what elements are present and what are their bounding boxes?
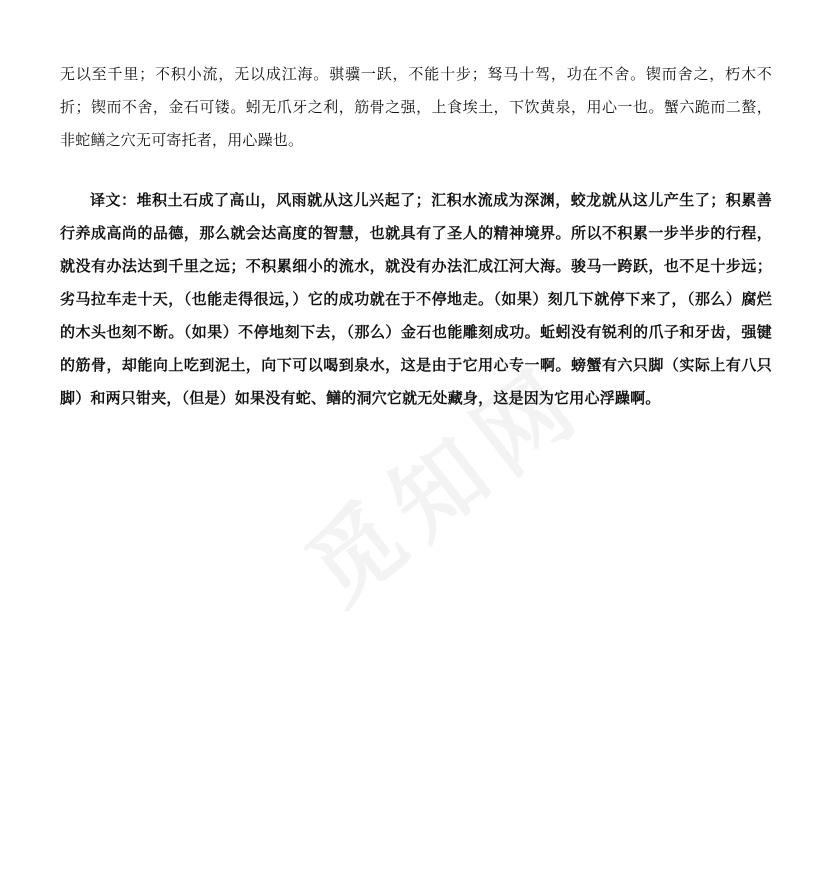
original-text-paragraph: 无以至千里；不积小流，无以成江海。骐骥一跃，不能十步；驽马十驾，功在不舍。锲而舍之，朽木不折；锲而不舍，金石可镂。蚓无爪牙之利，筋骨之强，上食埃土，下饮黄泉，用心一也。蟹六跪而二螯，非蛇鳝之穴无可寄托者，用心躁也。 — [60, 65, 772, 149]
translation-paragraph: 译文：堆积土石成了高山，风雨就从这儿兴起了；汇积水流成为深渊，蛟龙就从这儿产生了；积累善行养成高尚的品德，那么就会达高度的智慧，也就具有了圣人的精神境界。所以不积累一步半步的行程，就没有办法达到千里之远；不积累细小的流水，就没有办法汇成江河大海。骏马一跨跃，也不足十步远；劣马拉车走十天，（也能走得很远，）它的成功就在于不停地走。（如果）刻几下就停下来了，（那么）腐烂的木头也刻不断。（如果）不停地刻下去，（那么）金石也能雕刻成功。蚯蚓没有锐利的爪子和牙齿，强键的筋骨，却能向上吃到泥土，向下可以喝到泉水，这是由于它用心专一啊。螃蟹有六只脚（实际上有八只脚）和两只钳夹，（但是）如果没有蛇、鳝的洞穴它就无处藏身，这是因为它用心浮躁啊。 — [60, 191, 772, 407]
